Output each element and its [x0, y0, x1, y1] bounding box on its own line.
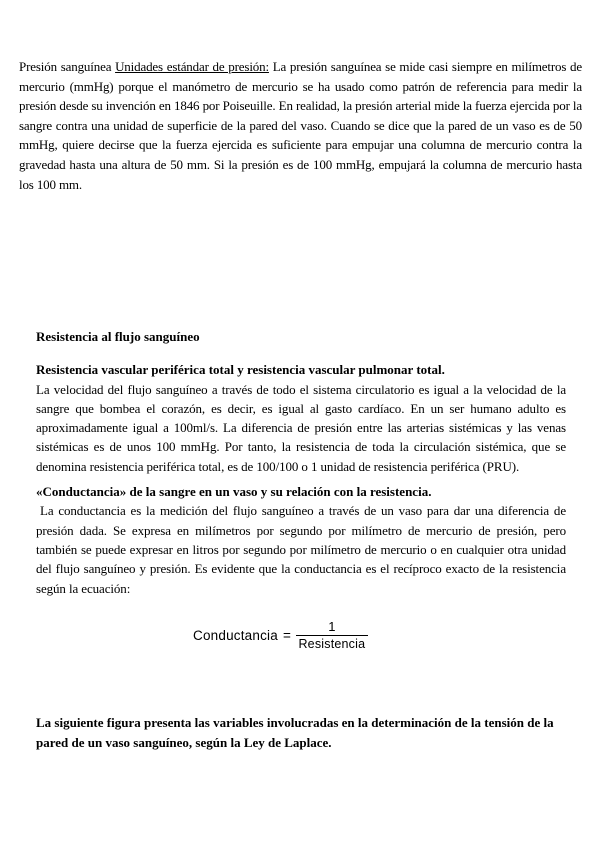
intro-paragraph [19, 57, 582, 194]
formula-denominator: Resistencia [298, 636, 366, 651]
resistance-subtitle: Resistencia vascular periférica total y resistencia vascular pulmonar total. [36, 362, 445, 378]
formula-numerator: 1 [328, 618, 336, 634]
intro-underlined-heading: Unidades estándar de presión: [115, 59, 269, 74]
conductance-title: «Conductancia» de la sangre en un vaso y su relación con la resistencia. [36, 484, 432, 500]
formula-equals: = [282, 627, 291, 643]
conductance-formula [193, 617, 383, 653]
fraction-bar [296, 635, 368, 636]
closing-paragraph: La siguiente figura presenta las variables involucradas en la determinación de la tensión de la pared de un vaso sanguíneo, según la Ley de Laplace. [36, 715, 554, 750]
resistance-body: La velocidad del flujo sanguíneo a través de todo el sistema circulatorio es igual a la velocidad de la sangre que bombea el corazón, es decir, es igual al gasto cardíaco. En un ser humano adulto es aproximadamente igual a 100ml/s. La diferencia de presión entre las arterias sistémicas y las venas sistémicas es de unos 100 mmHg. Por tanto, la resistencia de toda la circulación sistémica, que se denomina resistencia periférica total, es de 100/100 o 1 unidad de resistencia periférica (PRU). [36, 381, 566, 474]
resistance-title: Resistencia al flujo sanguíneo [36, 329, 200, 344]
formula-fraction [296, 619, 368, 652]
intro-body: La presión sanguínea se mide casi siempre en milímetros de mercurio (mmHg) porque el manómetro de mercurio se ha usado como patrón de referencia para medir la presión desde su invención en 1846 por Poiseuille. En realidad, la presión arterial mide la fuerza ejercida por la sangre contra una unidad de superficie de la pared del vaso. Cuando se dice que la pared de un vaso es de 50 mmHg, quiere decirse que la fuerza ejercida es suficiente para empujar una columna de mercurio contra la gravedad hasta una altura de 50 mm. Si la presión es de 100 mmHg, empujará la columna de mercurio hasta los 100 mm. [19, 59, 583, 192]
conductance-body: La conductancia es la medición del flujo sanguíneo a través de un vaso para dar una diferencia de presión dada. Se expresa en milímetros por segundo por milímetro de mercurio de presión, pero también se puede expresar en litros por segundo por milímetro de mercurio o en cualquier otra unidad del flujo sanguíneo y presión. Es evidente que la conductancia es el recíproco exacto de la resistencia según la ecuación: [36, 503, 566, 596]
intro-lead: Presión sanguínea [19, 59, 116, 74]
formula-lhs: Conductancia [193, 627, 278, 643]
resistance-section [36, 327, 566, 598]
